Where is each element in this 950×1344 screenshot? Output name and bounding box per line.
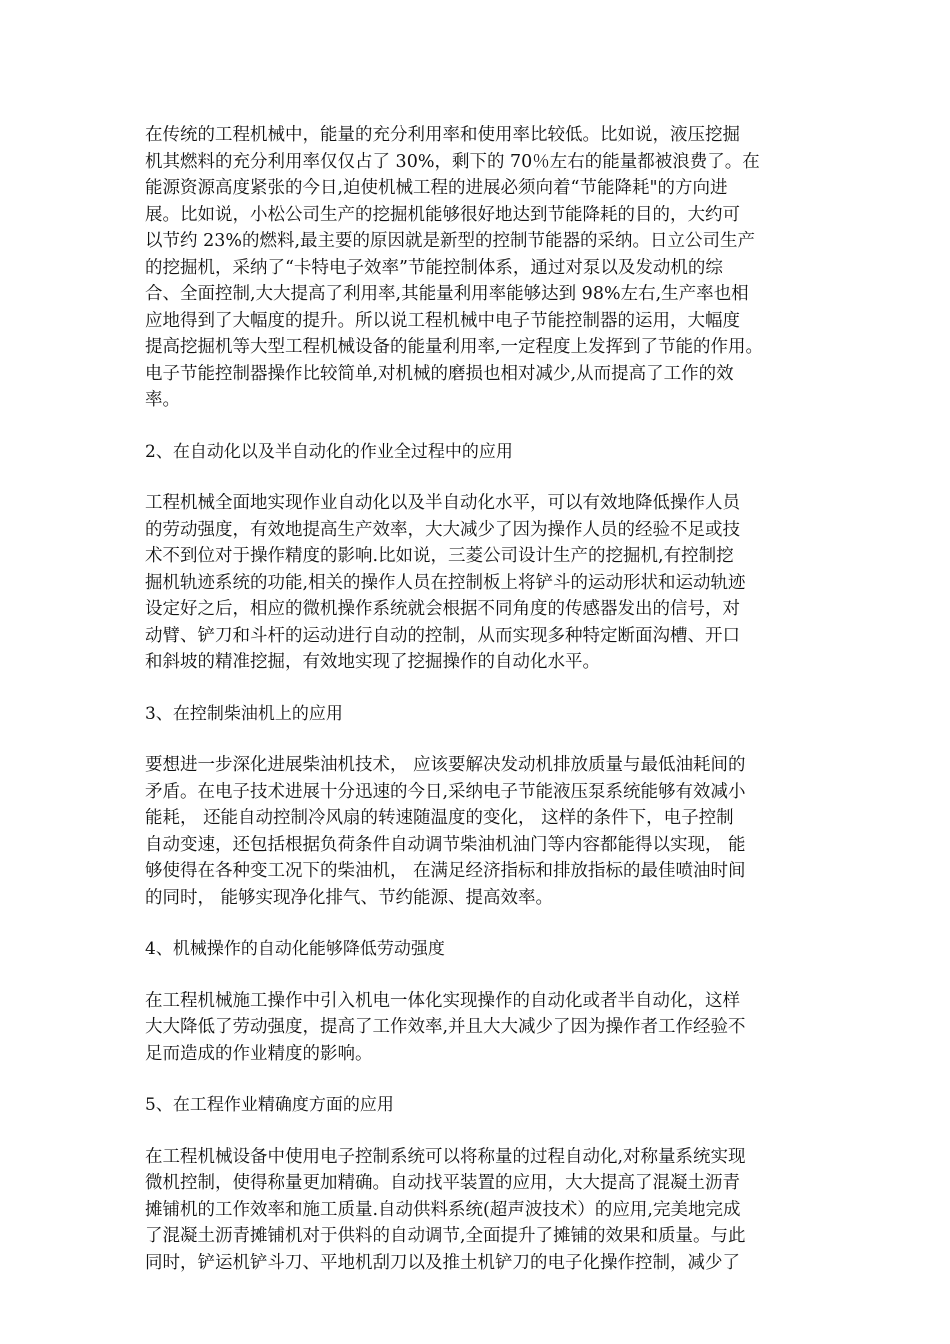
text-line: 展。比如说，小松公司生产的挖掘机能够很好地达到节能降耗的目的，大约可 (145, 204, 740, 225)
text-line: 在工程机械施工操作中引入机电一体化实现操作的自动化或者半自动化，这样 (145, 990, 740, 1011)
text-line: 矛盾。在电子技术进展十分迅速的今日,采纳电子节能液压泵系统能够有效减小 (145, 781, 746, 802)
text-line: 在工程机械设备中使用电子控制系统可以将称量的过程自动化,对称量系统实现 (145, 1146, 746, 1167)
text-line: 设定好之后，相应的微机操作系统就会根据不同角度的传感器发出的信号，对 (145, 599, 740, 619)
paragraph-labor (145, 988, 810, 1068)
text-line: 率。 (145, 390, 180, 410)
text-line: 大大降低了劳动强度，提高了工作效率,并且大大减少了因为操作者工作经验不 (145, 1017, 746, 1037)
document-body (145, 122, 810, 1301)
heading-text: 5、在工程作业精确度方面的应用 (145, 1095, 394, 1115)
text-line: 同时，铲运机铲斗刀、平地机刮刀以及推土机铲刀的电子化操作控制，减少了 (145, 1252, 740, 1273)
text-line: 在传统的工程机械中，能量的充分利用率和使用率比较低。比如说，液压挖掘 (145, 125, 740, 145)
heading-text: 2、在自动化以及半自动化的作业全过程中的应用 (145, 441, 513, 462)
section-heading-diesel (145, 701, 810, 728)
section-heading-precision (145, 1092, 810, 1119)
section-heading-labor (145, 936, 810, 963)
text-line: 和斜坡的精准挖掘，有效地实现了挖掘操作的自动化水平。 (145, 652, 600, 672)
paragraph-energy-efficiency (145, 122, 810, 414)
text-line: 应地得到了大幅度的提升。所以说工程机械中电子节能控制器的运用，大幅度 (145, 310, 740, 331)
text-line: 够使得在各种变工况下的柴油机， 在满足经济指标和排放指标的最佳喷油时间 (145, 861, 746, 881)
text-line: 机其燃料的充分利用率仅仅占了 30%，剩下的 70％左右的能量都被浪费了。在 (145, 151, 760, 172)
text-line: 合、全面控制,大大提高了利用率,其能量利用率能够达到 98%左右,生产率也相 (145, 284, 749, 304)
text-line: 的同时， 能够实现净化排气、节约能源、提高效率。 (145, 887, 554, 908)
text-line: 提高挖掘机等大型工程机械设备的能量利用率,一定程度上发挥到了节能的作用。 (145, 337, 764, 357)
heading-text: 4、机械操作的自动化能够降低劳动强度 (145, 939, 445, 959)
text-line: 自动变速，还包括根据负荷条件自动调节柴油机油门等内容都能得以实现， 能 (145, 834, 746, 855)
paragraph-automation (145, 490, 810, 676)
text-line: 摊铺机的工作效率和施工质量.自动供料系统(超声波技术）的应用,完美地完成 (145, 1199, 741, 1220)
paragraph-diesel (145, 752, 810, 911)
text-line: 以节约 23%的燃料,最主要的原因就是新型的控制节能器的采纳。日立公司生产 (145, 231, 756, 251)
text-line: 掘机轨迹系统的功能,相关的操作人员在控制板上将铲斗的运动形状和运动轨迹 (145, 572, 746, 593)
heading-text: 3、在控制柴油机上的应用 (145, 703, 343, 724)
text-line: 能耗， 还能自动控制冷风扇的转速随温度的变化， 这样的条件下，电子控制 (145, 808, 734, 828)
text-line: 的劳动强度，有效地提高生产效率，大大减少了因为操作人员的经验不足或技 (145, 519, 740, 540)
text-line: 能源资源高度紧张的今日,迫使机械工程的进展必须向着“节能降耗"的方向进 (145, 178, 728, 198)
text-line: 的挖掘机，采纳了“卡特电子效率”节能控制体系，通过对泵以及发动机的综 (145, 257, 723, 278)
text-line: 术不到位对于操作精度的影响.比如说，三菱公司设计生产的挖掘机,有控制挖 (145, 546, 734, 566)
text-line: 电子节能控制器操作比较简单,对机械的磨损也相对减少,从而提高了工作的效 (145, 363, 734, 384)
section-heading-automation (145, 439, 810, 466)
text-line: 微机控制，使得称量更加精确。自动找平装置的应用，大大提高了混凝土沥青 (145, 1173, 740, 1193)
text-line: 工程机械全面地实现作业自动化以及半自动化水平，可以有效地降低操作人员 (145, 493, 740, 513)
text-line: 足而造成的作业精度的影响。 (145, 1043, 373, 1064)
text-line: 了混凝土沥青摊铺机对于供料的自动调节,全面提升了摊铺的效果和质量。与此 (145, 1226, 746, 1246)
text-line: 要想进一步深化进展柴油机技术， 应该要解决发动机排放质量与最低油耗间的 (145, 755, 746, 775)
text-line: 动臂、铲刀和斗杆的运动进行自动的控制，从而实现多种特定断面沟槽、开口 (145, 625, 740, 646)
paragraph-precision (145, 1144, 810, 1277)
